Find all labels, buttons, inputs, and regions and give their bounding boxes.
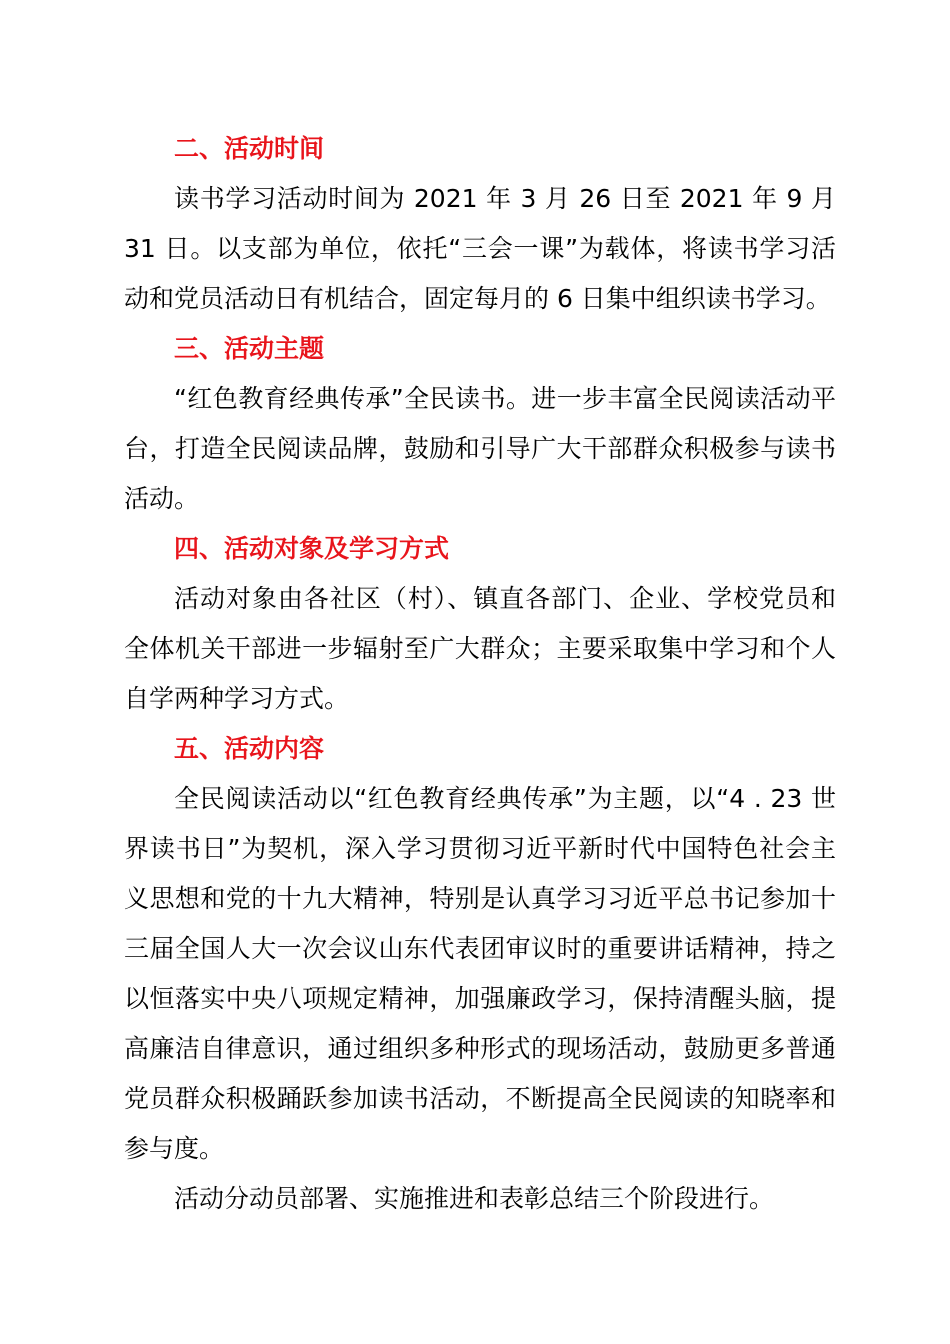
section-heading: 三、活动主题 — [174, 334, 325, 363]
section-heading: 五、活动内容 — [174, 734, 325, 763]
section-heading: 四、活动对象及学习方式 — [174, 534, 450, 563]
section-activity-theme — [124, 324, 836, 524]
section-paragraph: 活动对象由各社区（村）、镇直各部门、企业、学校党员和全体机关干部进一步辐射至广大群众；主要采取集中学习和个人自学两种学习方式。 — [124, 584, 836, 713]
section-activity-content — [124, 724, 836, 1224]
section-activity-targets — [124, 524, 836, 724]
section-paragraph: 活动分动员部署、实施推进和表彰总结三个阶段进行。 — [174, 1184, 775, 1213]
section-heading: 二、活动时间 — [174, 134, 325, 163]
section-paragraph: 读书学习活动时间为 2021 年 3 月 26 日至 2021 年 9 月 31 日。以支部为单位，依托“三会一课”为载体，将读书学习活动和党员活动日有机结合，固定每月的 6 日集中组织读书学习。 — [124, 184, 836, 313]
section-paragraph: “红色教育经典传承”全民读书。进一步丰富全民阅读活动平台，打造全民阅读品牌，鼓励和引导广大干部群众积极参与读书活动。 — [124, 384, 836, 513]
section-activity-time — [124, 124, 836, 324]
document-body — [124, 124, 836, 1224]
section-paragraph: 全民阅读活动以“红色教育经典传承”为主题，以“4 . 23 世界读书日”为契机，深入学习贯彻习近平新时代中国特色社会主义思想和党的十九大精神，特别是认真学习习近平总书记参加十三届全国人大一次会议山东代表团审议时的重要讲话精神，持之以恒落实中央八项规定精神，加强廉政学习，保持清醒头脑，提高廉洁自律意识，通过组织多种形式的现场活动，鼓励更多普通党员群众积极踊跃参加读书活动，不断提高全民阅读的知晓率和参与度。 — [124, 784, 836, 1163]
